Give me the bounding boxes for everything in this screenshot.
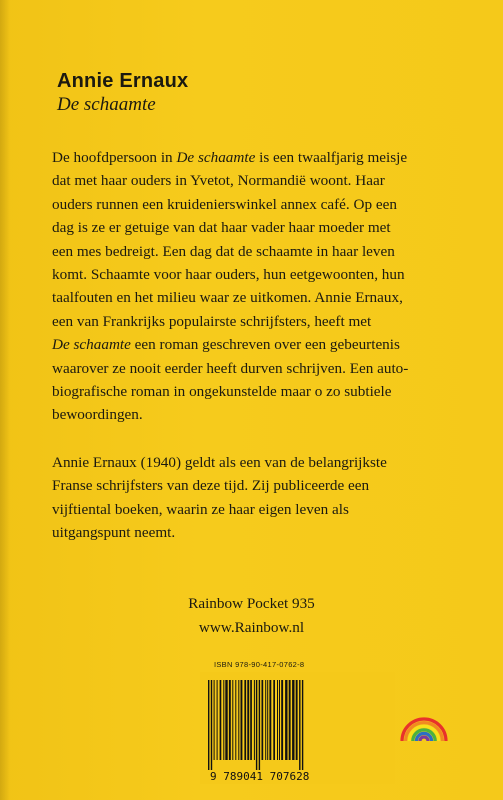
barcode-bar (211, 680, 212, 770)
barcode-bar (220, 680, 222, 760)
barcode-bar (238, 680, 239, 760)
rainbow-logo-icon (398, 695, 450, 747)
blurb-line: De hoofdpersoon in De schaamte is een twaalfjarig meisje (52, 149, 408, 166)
barcode-bar (269, 680, 271, 760)
barcode-bar (256, 680, 257, 770)
barcode-icon (200, 672, 395, 784)
blurb-paragraph-synopsis (52, 146, 477, 427)
barcode-bar (265, 680, 266, 760)
barcode-bar (299, 680, 300, 770)
barcode-bar (214, 680, 215, 760)
barcode-bar (235, 680, 236, 760)
blurb-line: komt. Schaamte voor haar ouders, hun eetgewoonten, hun (52, 266, 405, 284)
barcode-bar (254, 680, 255, 760)
title-reference: De schaamte (52, 336, 131, 354)
author-name: Annie Ernaux (57, 70, 189, 92)
barcode-bar (281, 680, 283, 760)
blurb-line: dat met haar ouders in Yvetot, Normandië woont. Haar (52, 172, 385, 190)
barcode-bar (289, 680, 291, 760)
barcode-bar (279, 680, 280, 760)
barcode-bar (277, 680, 278, 760)
barcode-bar (244, 680, 246, 760)
barcode-bar (302, 680, 303, 770)
blurb-line: biografische roman in ongekunstelde maar o zo subtiele (52, 383, 392, 401)
spine-shadow (0, 0, 10, 800)
barcode-bar (247, 680, 249, 760)
barcode-bar (267, 680, 268, 760)
barcode-bar (229, 680, 231, 760)
bio-line: Annie Ernaux (1940) geldt als een van de belangrijkste (52, 453, 387, 471)
blurb-paragraph-author-bio (52, 451, 477, 545)
blurb-line: taalfouten en het milieu waar ze uitkomen. Annie Ernaux, (52, 289, 403, 307)
book-title: De schaamte (57, 94, 156, 115)
title-reference: De schaamte (176, 149, 256, 166)
bio-line: vijftiental boeken, waarin ze haar eigen leven als (52, 500, 349, 518)
barcode-bar (232, 680, 233, 760)
barcode-bar (223, 680, 224, 760)
barcode-bar (225, 680, 227, 760)
barcode-graphic (200, 672, 395, 784)
blurb-line: bewoordingen. (52, 406, 143, 424)
barcode-bar (285, 680, 287, 760)
blurb-line: een van Frankrijks populairste schrijfsters, heeft met (52, 312, 372, 330)
bio-line: uitgangspunt neemt. (52, 524, 176, 542)
barcode-bar (292, 680, 294, 760)
barcode-bar (208, 680, 209, 770)
series-name: Rainbow Pocket 935 (188, 595, 315, 612)
isbn-label: ISBN 978-90-417-0762-8 (214, 660, 305, 669)
barcode-bar (259, 680, 260, 770)
blurb-line: dag is ze er getuige van dat haar vader haar moeder met (52, 219, 391, 237)
blurb-line: ouders runnen een kruidenierswinkel annex café. Op een (52, 195, 397, 213)
barcode-bar (241, 680, 243, 760)
barcode-bar (217, 680, 218, 760)
blurb-line: waarover ze nooit eerder heeft durven schrijven. Een auto- (52, 359, 409, 377)
barcode-bar (262, 680, 264, 760)
blurb-line: een mes bedreigt. Een dag dat de schaamte in haar leven (52, 242, 395, 260)
barcode-digits: 9 789041 707628 (210, 770, 310, 783)
bio-line: Franse schrijfsters van deze tijd. Zij publiceerde een (52, 477, 370, 495)
barcode-bar (296, 680, 298, 760)
blurb-line: De schaamte een roman geschreven over een gebeurtenis (52, 336, 400, 354)
barcode-bar (250, 680, 252, 760)
blurb-text (52, 146, 477, 569)
publisher-website: www.Rainbow.nl (198, 619, 305, 636)
barcode-bar (273, 680, 275, 760)
